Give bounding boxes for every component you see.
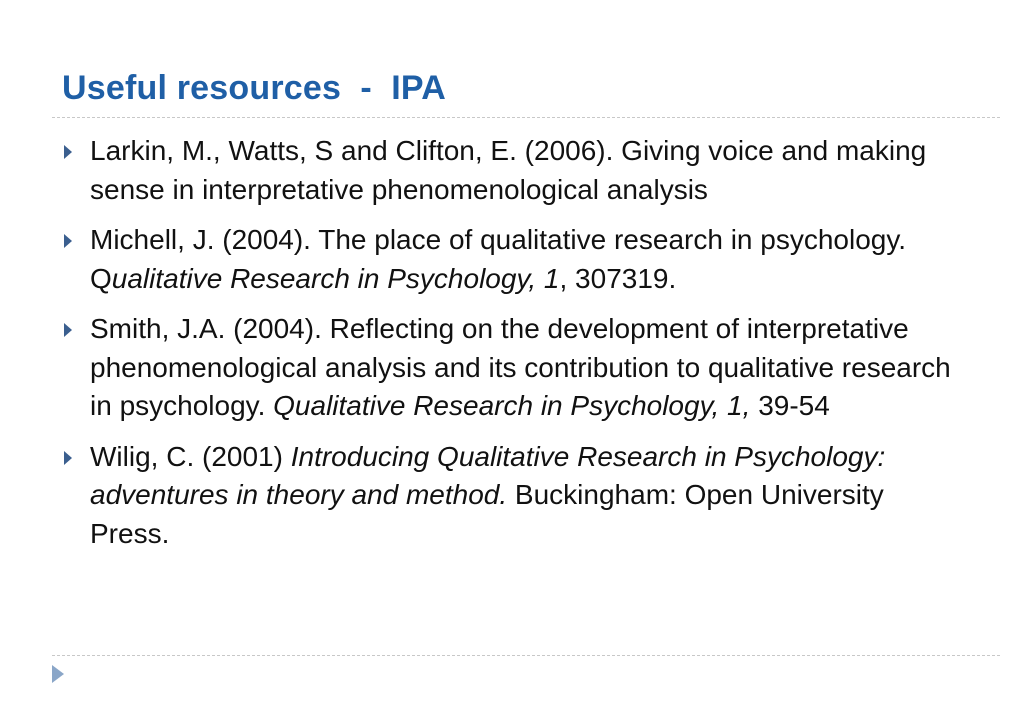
- reference-publisher: Buckingham: Open University Press.: [90, 479, 884, 549]
- reference-journal-title: Qualitative Research in Psychology, 1,: [273, 390, 751, 421]
- reference-journal-title: ualitative Research in Psychology, 1: [111, 262, 560, 294]
- reference-item: [60, 310, 960, 426]
- reference-item: [60, 438, 960, 554]
- reference-pages: 39-54: [750, 390, 830, 421]
- reference-text: Smith, J.A. (2004). Reflecting on the development of interpretative phenomenological analysis and its contribution to qualitative research in psychology.: [90, 313, 951, 421]
- reference-text: Wilig, C. (2001): [90, 440, 291, 472]
- triangle-bullet-icon: [64, 323, 72, 337]
- reference-pages: , 307319.: [559, 262, 677, 294]
- reference-text: Michell, J. (2004). The place of qualitative research in psychology. Q: [90, 224, 907, 294]
- reference-book-title: Introducing Qualitative Research in Psychology: adventures in theory and method.: [90, 440, 886, 510]
- footer-divider: [52, 655, 1000, 656]
- reference-item: [60, 132, 960, 209]
- triangle-bullet-icon: [64, 234, 72, 248]
- reference-list: [60, 132, 960, 565]
- title-divider: [52, 117, 1000, 118]
- reference-text: Larkin, M., Watts, S and Clifton, E. (2006). Giving voice and making sense in interpretative phenomenological analysis: [90, 135, 927, 205]
- slide-title: Useful resources - IPA: [62, 69, 446, 107]
- reference-item: [60, 221, 960, 298]
- triangle-bullet-icon: [64, 145, 72, 159]
- triangle-right-nav-icon[interactable]: [52, 665, 64, 683]
- triangle-bullet-icon: [64, 451, 72, 465]
